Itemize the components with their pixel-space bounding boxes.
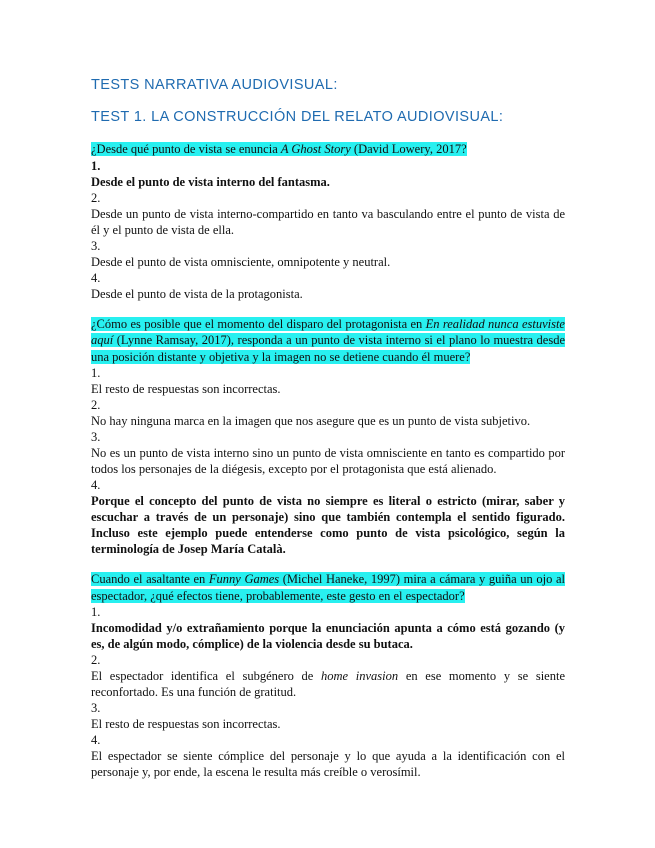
- option-number: 1.: [91, 158, 101, 173]
- option-number: 3.: [91, 701, 101, 715]
- option-text: Porque el concepto del punto de vista no siempre es literal o estricto (mirar, saber y escuchar a través de un personaje) sino que también contempla el sentido figurado. Incluso este ejemplo puede entenderse como punto de vista psicológico, según la terminología de Josep María Català.: [91, 494, 565, 556]
- question-text: ¿Desde qué punto de vista se enuncia A Ghost Story (David Lowery, 2017?: [91, 142, 467, 156]
- document-title: TESTS NARRATIVA AUDIOVISUAL:: [91, 77, 338, 93]
- option-text: Desde un punto de vista interno-compartido en tanto va basculando entre el punto de vista de él y el punto de vista de ella.: [91, 206, 565, 237]
- option-number: 2.: [91, 653, 101, 667]
- option-number: 3.: [91, 430, 101, 444]
- question-text: Cuando el asaltante en Funny Games (Michel Haneke, 1997) mira a cámara y guiña un ojo al espectador, ¿qué efectos tiene, probablemente, este gesto en el espectador?: [91, 572, 565, 603]
- question-block: [91, 316, 565, 558]
- question-block: [91, 571, 565, 780]
- question-text: ¿Cómo es posible que el momento del disparo del protagonista en En realidad nunca estuviste aquí (Lynne Ramsay, 2017), responda a un punto de vista interno si el plano lo muestra desde una posición distante y objetiva y la imagen no se detiene cuando él muere?: [91, 316, 565, 364]
- option-number: 1.: [91, 605, 101, 619]
- option-text: El resto de respuestas son incorrectas.: [91, 717, 281, 731]
- document-page: [91, 76, 565, 780]
- option-text: No es un punto de vista interno sino un punto de vista omnisciente en tanto es compartido por todos los personajes de la diégesis, excepto por el protagonista que está alienado.: [91, 446, 565, 476]
- test-heading: TEST 1. LA CONSTRUCCIÓN DEL RELATO AUDIOVISUAL:: [91, 109, 504, 125]
- option-text: Incomodidad y/o extrañamiento porque la enunciación apunta a cómo está gozando (y es, de algún modo, cómplice) de la violencia desde su butaca.: [91, 621, 565, 651]
- option-number: 1.: [91, 366, 101, 380]
- option-number: 4.: [91, 270, 101, 285]
- option-text: Desde el punto de vista omnisciente, omnipotente y neutral.: [91, 254, 391, 269]
- option-number: 4.: [91, 478, 101, 492]
- option-text: Desde el punto de vista de la protagonista.: [91, 286, 303, 301]
- option-number: 4.: [91, 733, 101, 747]
- option-text: Desde el punto de vista interno del fantasma.: [91, 174, 330, 189]
- option-text: El espectador identifica el subgénero de home invasion en ese momento y se siente reconfortado. Es una función de gratitud.: [91, 669, 566, 699]
- option-text: No hay ninguna marca en la imagen que nos asegure que es un punto de vista subjetivo.: [91, 414, 531, 428]
- option-number: 2.: [91, 190, 101, 205]
- option-text: El resto de respuestas son incorrectas.: [91, 382, 281, 396]
- option-number: 2.: [91, 398, 101, 412]
- question-block: [91, 141, 565, 302]
- option-text: El espectador se siente cómplice del personaje y lo que ayuda a la identificación con el personaje y, por ende, la escena le resulta más creíble o verosímil.: [91, 749, 565, 779]
- option-number: 3.: [91, 238, 101, 253]
